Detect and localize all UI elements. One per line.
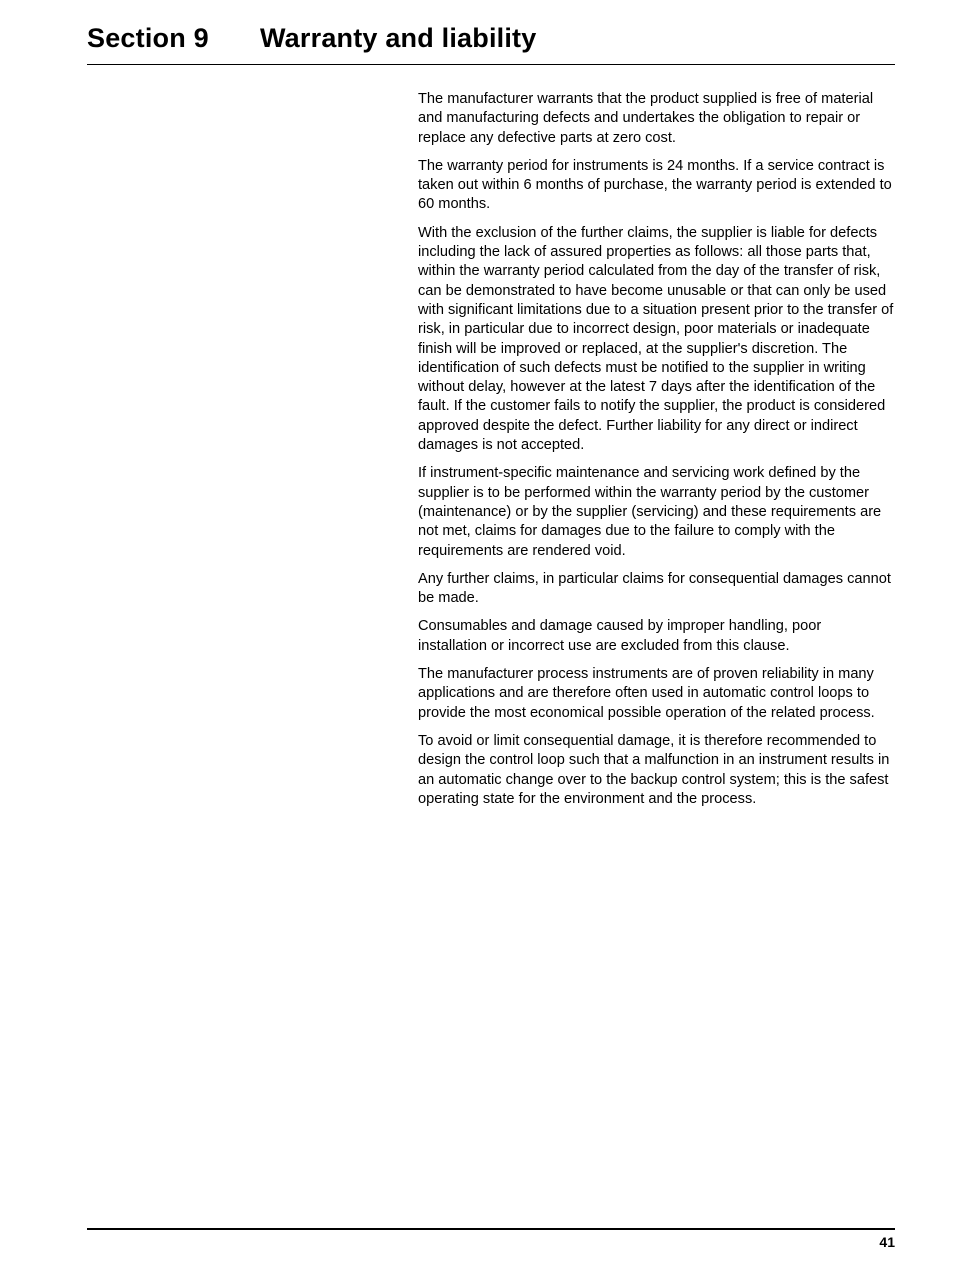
paragraph-reliability: The manufacturer process instruments are of proven reliability in many applications and are therefore often used in automatic control loops to provide the most economical possible operation of the related process. <box>418 666 875 721</box>
paragraph-supplier-liability: With the exclusion of the further claims, the supplier is liable for defects including the lack of assured properties as follows: all those parts that, within the warranty period calculated from the day of the transfer of risk, can be demonstrated to have become unusable or that can only be used with significant limitations due to a situation present prior to the transfer of risk, in particular due to incorrect design, poor materials or inadequate finish will be improved or replaced, at the supplier's discretion. The identification of such defects must be notified to the supplier in writing without delay, however at the latest 7 days after the identification of the fault. If the customer fails to notify the supplier, the product is considered approved despite the defect. Further liability for any direct or indirect damages is not accepted. <box>418 224 894 454</box>
paragraph-further-claims: Any further claims, in particular claims for consequential damages cannot be made. <box>418 570 891 607</box>
section-header <box>87 18 895 65</box>
body-text <box>418 90 894 818</box>
paragraph-consumables-exclusion: Consumables and damage caused by improper handling, poor installation or incorrect use are excluded from this clause. <box>418 618 822 654</box>
page-footer <box>87 1228 895 1250</box>
paragraph-maintenance-requirements: If instrument-specific maintenance and servicing work defined by the supplier is to be performed within the warranty period by the customer (maintenance) or by the supplier (servicing) and these requirements are not met, claims for damages due to the failure to comply with the requirements are rendered void. <box>418 465 882 559</box>
section-title: Warranty and liability <box>260 23 537 53</box>
paragraph-warranty-scope: The manufacturer warrants that the product supplied is free of material and manufacturing defects and undertakes the obligation to repair or replace any defective parts at zero cost. <box>418 91 874 146</box>
paragraph-warranty-period: The warranty period for instruments is 24 months. If a service contract is taken out within 6 months of purchase, the warranty period is extended to 60 months. <box>418 157 892 213</box>
section-number: Section 9 <box>87 23 209 53</box>
page-number: 41 <box>879 1234 895 1250</box>
paragraph-consequential-damage: To avoid or limit consequential damage, it is therefore recommended to design the control loop such that a malfunction in an instrument results in an automatic change over to the backup control system; this is the safest operating state for the environment and the process. <box>418 732 890 807</box>
